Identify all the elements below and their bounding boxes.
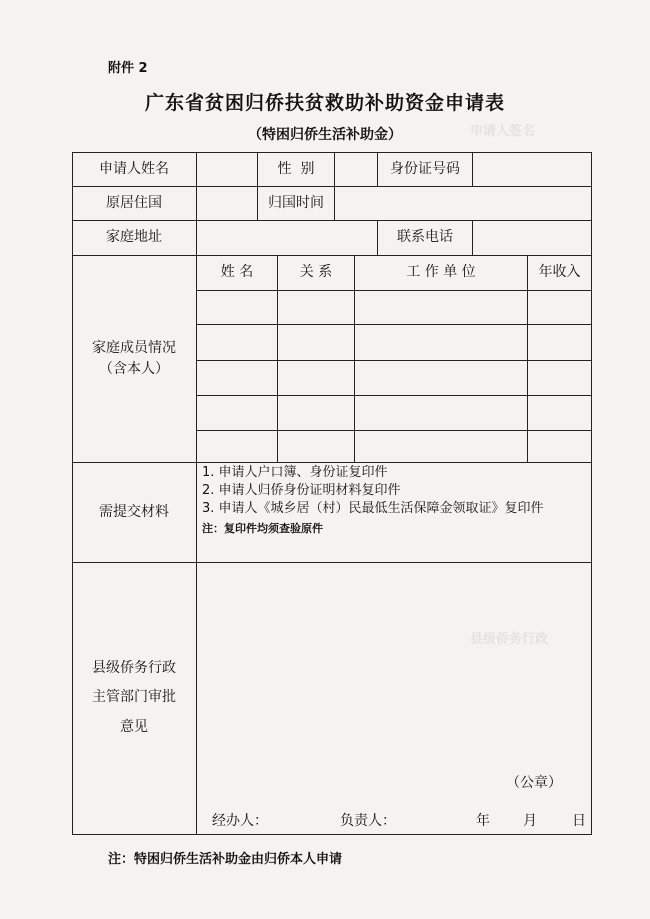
return-time-field[interactable] xyxy=(335,187,591,220)
home-address-field[interactable] xyxy=(197,221,377,255)
official-seal-label: （公章） xyxy=(506,775,562,791)
year-label: 年 xyxy=(476,813,490,829)
gender-label: 性 别 xyxy=(277,160,315,177)
family-row-4[interactable] xyxy=(197,396,591,430)
phone-label: 联系电话 xyxy=(397,229,453,245)
id-number-label: 身份证号码 xyxy=(390,160,460,177)
form-subtitle: （特困归侨生活补助金） xyxy=(248,127,402,143)
responsible-label: 负责人： xyxy=(340,813,396,829)
bleed-through-text: 县级侨务行政 xyxy=(470,632,549,647)
family-row-3[interactable] xyxy=(197,361,591,395)
origin-country-label: 原居住国 xyxy=(106,194,162,211)
materials-item-2: 2. 申请人归侨身份证明材料复印件 xyxy=(202,483,401,498)
family-row-5[interactable] xyxy=(197,431,591,462)
applicant-name-label: 申请人姓名 xyxy=(99,160,169,177)
approval-label-line2: 主管部门审批 xyxy=(92,689,176,706)
materials-label: 需提交材料 xyxy=(99,503,169,520)
handler-label: 经办人： xyxy=(212,813,268,829)
materials-note: 注：复印件均须查验原件 xyxy=(202,522,323,535)
family-label-line2: （含本人） xyxy=(99,360,169,377)
materials-list xyxy=(202,464,590,538)
family-label-line1: 家庭成员情况 xyxy=(92,339,176,356)
family-row-2[interactable] xyxy=(197,325,591,360)
applicant-name-field[interactable] xyxy=(197,153,257,186)
table-border-bottom xyxy=(72,834,592,835)
approval-label-line1: 县级侨务行政 xyxy=(92,659,176,676)
month-label: 月 xyxy=(523,813,537,829)
footer-note: 注：特困归侨生活补助金由归侨本人申请 xyxy=(108,852,343,867)
form-title: 广东省贫困归侨扶贫救助补助资金申请表 xyxy=(144,92,505,114)
family-col-name: 姓 名 xyxy=(220,264,254,280)
day-label: 日 xyxy=(572,813,586,829)
table-border-right xyxy=(591,152,592,835)
approval-opinion-field[interactable] xyxy=(197,563,591,763)
family-col-workplace: 工 作 单 位 xyxy=(406,264,476,280)
approval-label-line3: 意见 xyxy=(120,718,148,735)
origin-country-field[interactable] xyxy=(197,187,257,220)
return-time-label: 归国时间 xyxy=(268,194,324,211)
home-address-label: 家庭地址 xyxy=(106,229,162,245)
bleed-through-text: 申请人签名 xyxy=(470,124,536,139)
approval-label xyxy=(72,562,196,834)
application-table xyxy=(72,152,592,835)
materials-item-1: 1. 申请人户口簿、身份证复印件 xyxy=(202,465,388,480)
gender-field[interactable] xyxy=(335,153,377,186)
family-col-relation: 关 系 xyxy=(299,264,333,280)
attachment-label: 附件 2 xyxy=(108,61,148,76)
family-col-income: 年收入 xyxy=(538,264,581,280)
family-members-label xyxy=(72,255,196,462)
materials-item-3: 3. 申请人《城乡居（村）民最低生活保障金领取证》复印件 xyxy=(202,501,544,516)
id-number-field[interactable] xyxy=(473,153,591,186)
family-row-1[interactable] xyxy=(197,291,591,324)
phone-field[interactable] xyxy=(473,221,591,255)
